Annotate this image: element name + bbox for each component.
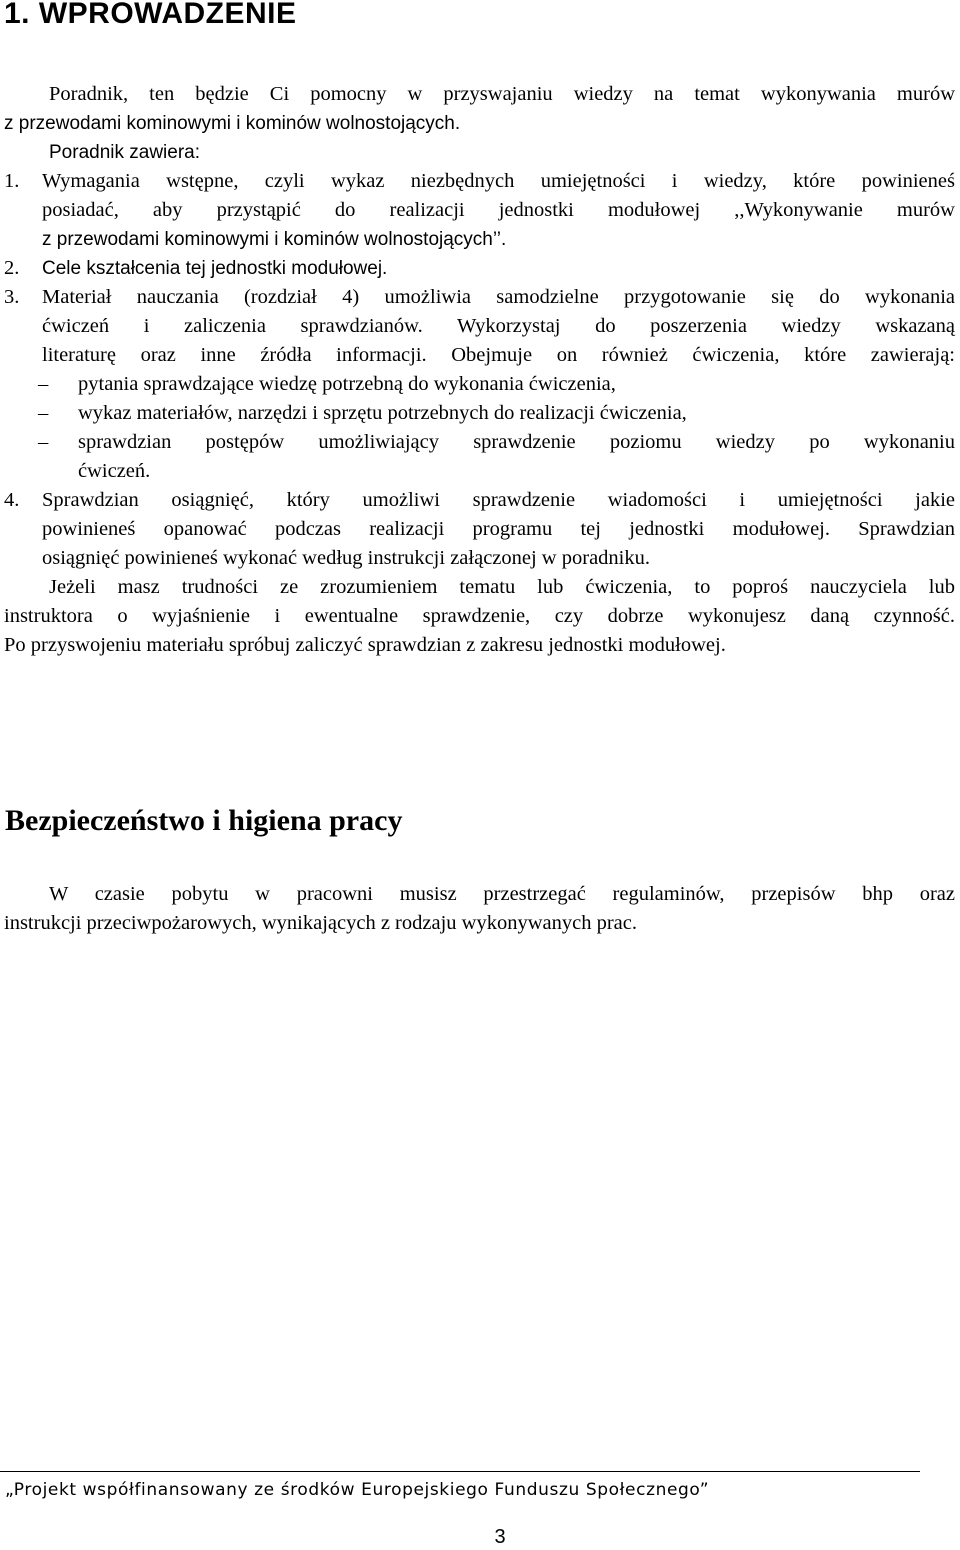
intro-line-2: z przewodami kominowymi i kominów wolnostojących. — [4, 113, 461, 134]
safety-line-2: instrukcji przeciwpożarowych, wynikających z rodzaju wykonywanych prac. — [4, 912, 637, 934]
footer-divider — [0, 1471, 920, 1472]
list-item-1-line-3: z przewodami kominowymi i kominów wolnostojących’’. — [42, 229, 507, 250]
dash-item-2: wykaz materiałów, narzędzi i sprzętu potrzebnych do realizacji ćwiczenia, — [78, 402, 687, 424]
list-number-3: 3. — [4, 286, 20, 308]
list-item-4-line-2: powinieneś opanować podczas realizacji programu tej jednostki modułowej. Sprawdzian — [42, 518, 955, 540]
safety-title: Bezpieczeństwo i higiena pracy — [5, 804, 403, 837]
dash-bullet: – — [38, 402, 49, 424]
closing-line-1: Jeżeli masz trudności ze zrozumieniem tematu lub ćwiczenia, to poproś nauczyciela lub — [49, 576, 955, 598]
list-item-1-line-1: Wymagania wstępne, czyli wykaz niezbędnych umiejętności i wiedzy, które powinieneś — [42, 170, 955, 192]
page-number: 3 — [494, 1526, 506, 1548]
list-item-4-line-1: Sprawdzian osiągnięć, który umożliwi sprawdzenie wiadomości i umiejętności jakie — [42, 489, 955, 511]
section-heading: 1. WPROWADZENIE — [4, 0, 297, 30]
intro-line-3: Poradnik zawiera: — [49, 142, 201, 163]
dash-item-3-line-2: ćwiczeń. — [78, 460, 151, 482]
intro-line-1: Poradnik, ten będzie Ci pomocny w przyswajaniu wiedzy na temat wykonywania murów — [49, 83, 955, 105]
dash-item-3-line-1: sprawdzian postępów umożliwiający sprawdzenie poziomu wiedzy po wykonaniu — [78, 431, 955, 453]
list-number-4: 4. — [4, 489, 20, 511]
closing-line-3: Po przyswojeniu materiału spróbuj zaliczyć sprawdzian z zakresu jednostki modułowej. — [4, 634, 726, 656]
list-item-4-line-3: osiągnięć powinieneś wykonać według instrukcji załączonej w poradniku. — [42, 547, 650, 569]
list-item-3-line-2: ćwiczeń i zaliczenia sprawdzianów. Wykorzystaj do poszerzenia wiedzy wskazaną — [42, 315, 955, 337]
safety-line-1: W czasie pobytu w pracowni musisz przestrzegać regulaminów, przepisów bhp oraz — [49, 883, 955, 905]
list-item-3-line-1: Materiał nauczania (rozdział 4) umożliwia samodzielne przygotowanie się do wykonania — [42, 286, 955, 308]
dash-bullet: – — [38, 373, 49, 395]
dash-bullet: – — [38, 431, 49, 453]
list-item-2-line-1: Cele kształcenia tej jednostki modułowej. — [42, 258, 388, 279]
list-number-1: 1. — [4, 170, 20, 192]
list-item-3-line-3: literaturę oraz inne źródła informacji. Obejmuje on również ćwiczenia, które zawierają: — [42, 344, 955, 366]
closing-line-2: instruktora o wyjaśnienie i ewentualne sprawdzenie, czy dobrze wykonujesz daną czynność. — [4, 605, 955, 627]
list-item-1-line-2: posiadać, aby przystąpić do realizacji jednostki modułowej ,,Wykonywanie murów — [42, 199, 955, 221]
footer-text: „Projekt współfinansowany ze środków Europejskiego Funduszu Społecznego” — [5, 1480, 710, 1500]
dash-item-1: pytania sprawdzające wiedzę potrzebną do wykonania ćwiczenia, — [78, 373, 616, 395]
list-number-2: 2. — [4, 257, 20, 279]
